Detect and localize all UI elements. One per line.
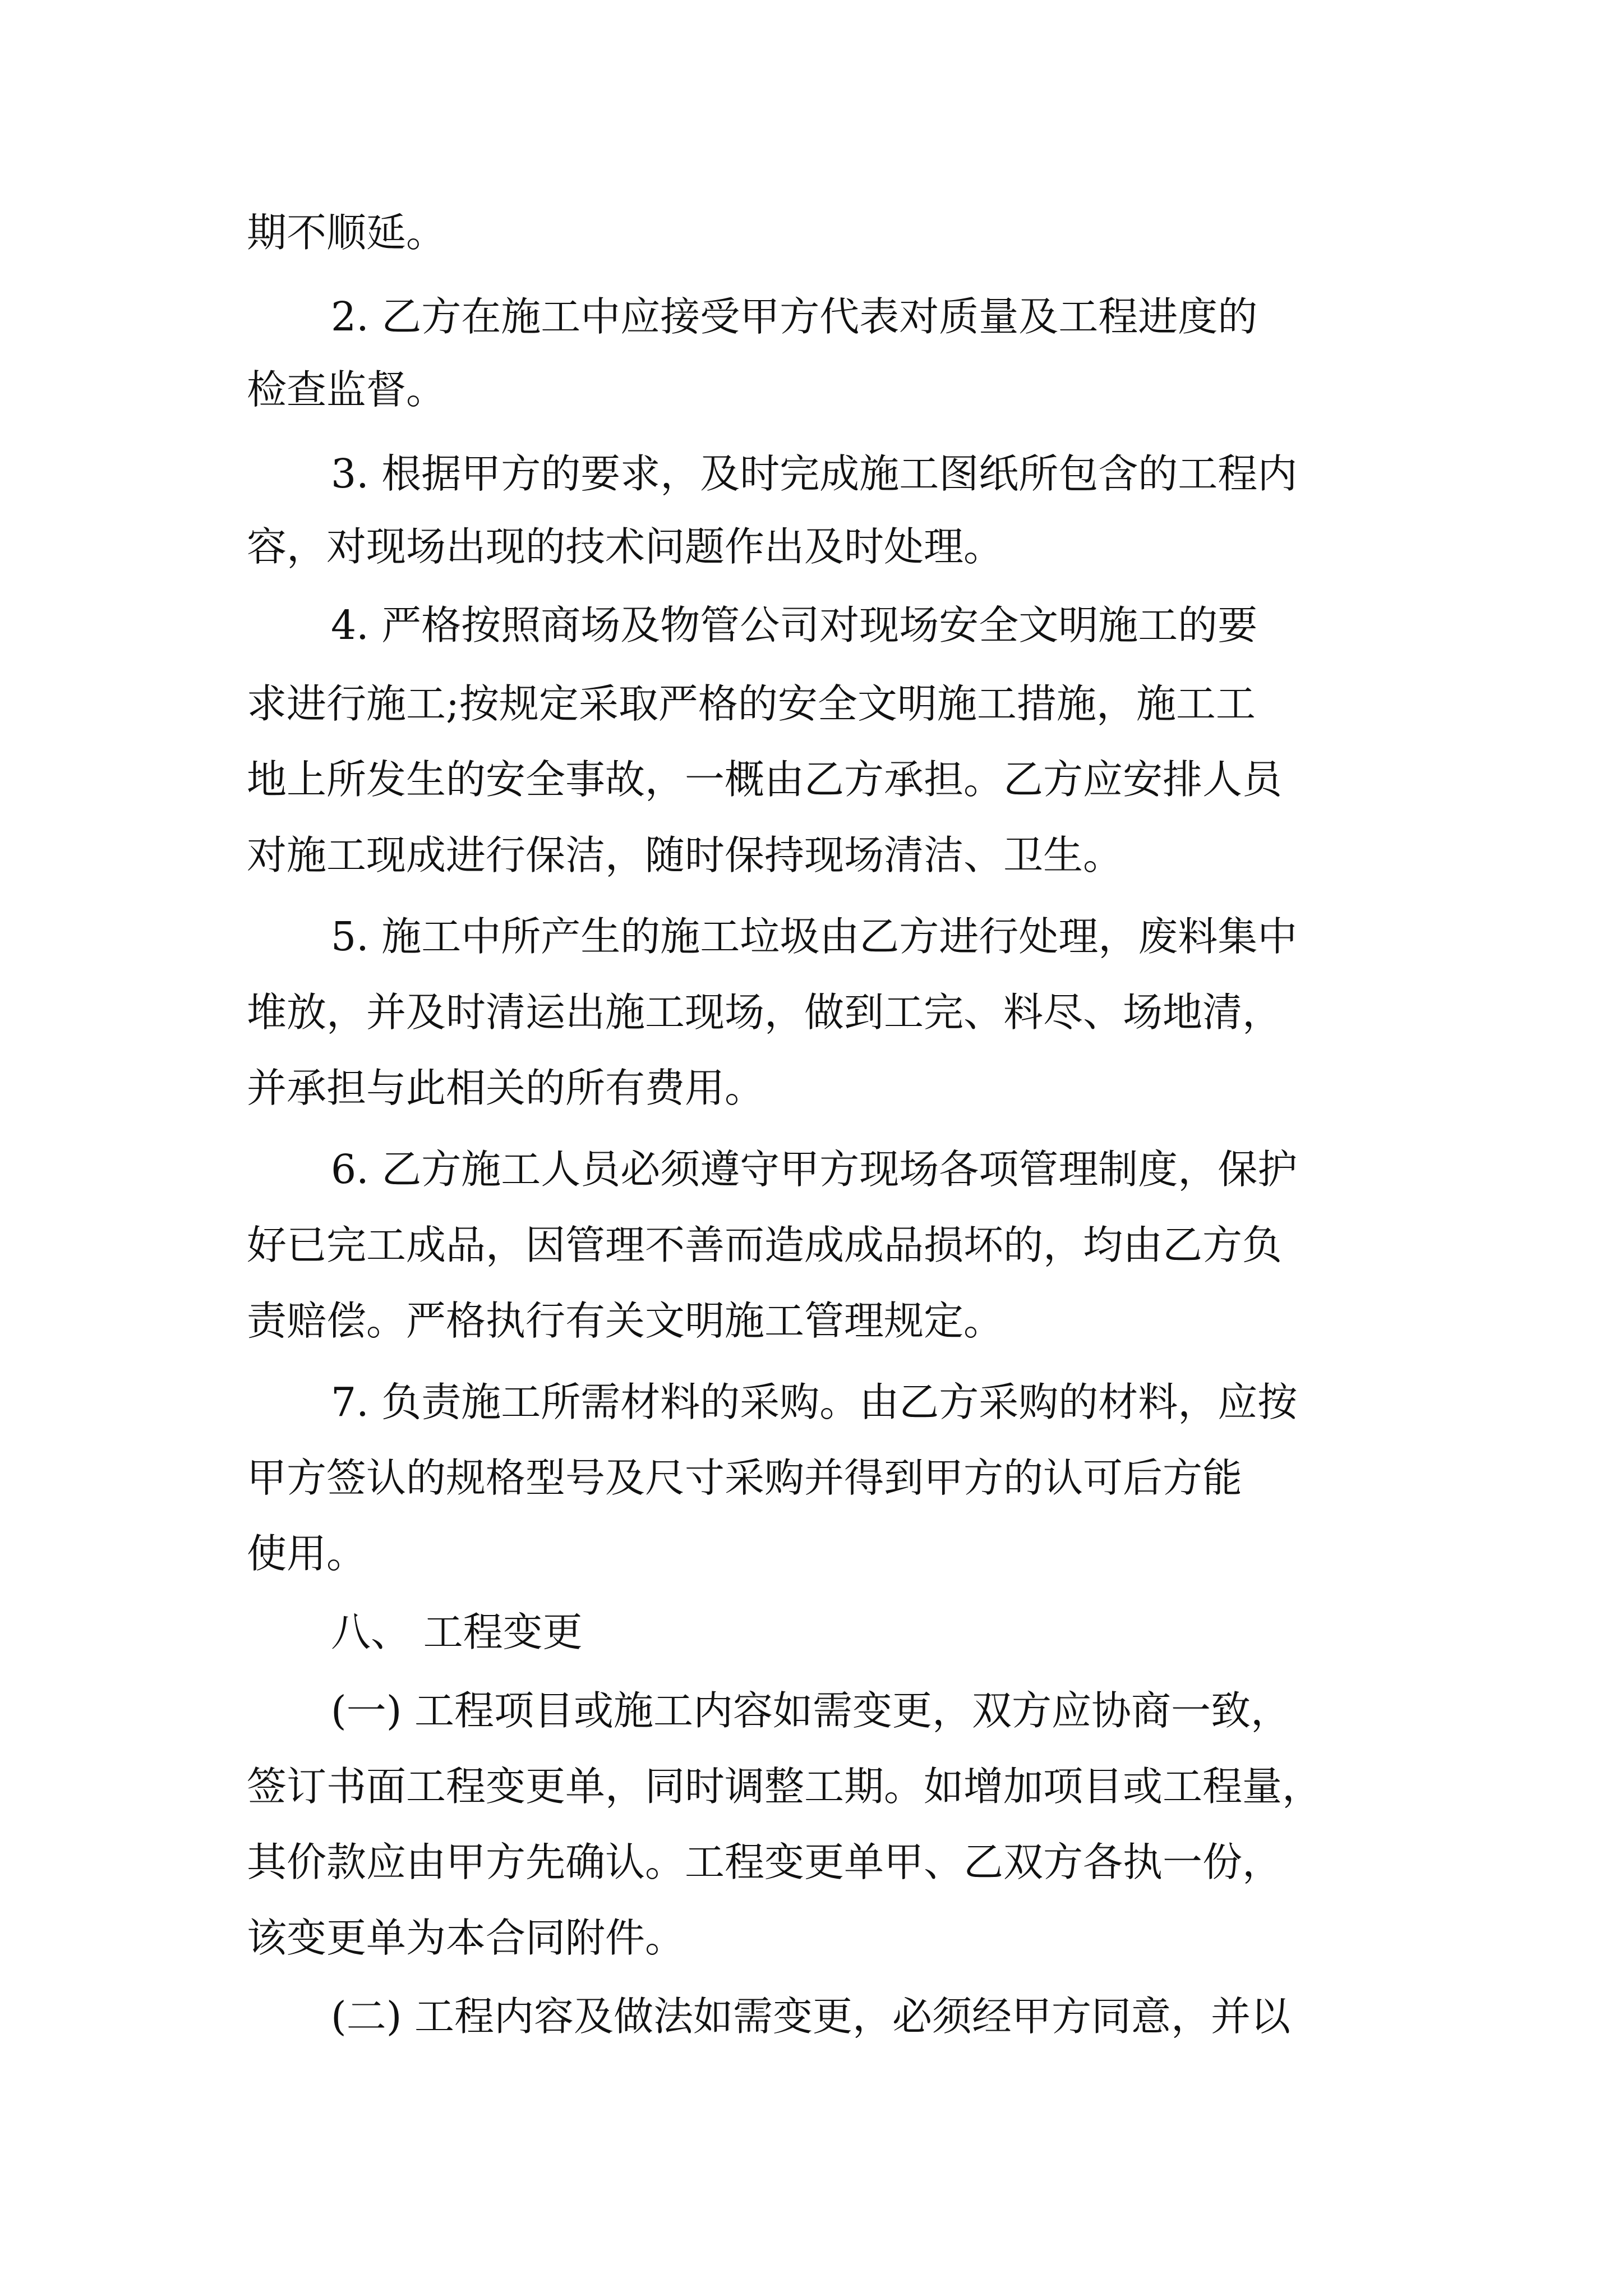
text-line: 并承担与此相关的所有费用。 xyxy=(247,1065,765,1111)
text-line: 使用。 xyxy=(247,1530,367,1577)
text-line: 求进行施工;按规定采取严格的安全文明施工措施，施工工 xyxy=(247,680,1256,727)
text-line: 期不顺延。 xyxy=(247,209,446,256)
section-heading: 八、 工程变更 xyxy=(331,1609,583,1655)
text-line: 该变更单为本合同附件。 xyxy=(247,1915,685,1961)
text-line: 5. 施工中所产生的施工垃圾由乙方进行处理，废料集中 xyxy=(331,913,1298,960)
text-line: 签订书面工程变更单，同时调整工期。如增加项目或工程量， xyxy=(247,1763,1322,1810)
text-line: 好已完工成品，因管理不善而造成成品损坏的，均由乙方负 xyxy=(247,1222,1283,1268)
text-line: 地上所发生的安全事故，一概由乙方承担。乙方应安排人员 xyxy=(247,756,1283,803)
text-line: 6. 乙方施工人员必须遵守甲方现场各项管理制度，保护 xyxy=(331,1146,1298,1193)
text-line: (二) 工程内容及做法如需变更，必须经甲方同意，并以 xyxy=(331,1993,1290,2040)
text-line: 7. 负责施工所需材料的采购。由乙方采购的材料，应按 xyxy=(331,1379,1298,1425)
text-line: 4. 严格按照商场及物管公司对现场安全文明施工的要 xyxy=(331,602,1258,648)
text-line: 对施工现成进行保洁，随时保持现场清洁、卫生。 xyxy=(247,832,1123,878)
text-line: 其价款应由甲方先确认。工程变更单甲、乙双方各执一份， xyxy=(247,1839,1283,1885)
text-line: (一) 工程项目或施工内容如需变更，双方应协商一致， xyxy=(331,1687,1290,1734)
text-line: 3. 根据甲方的要求，及时完成施工图纸所包含的工程内 xyxy=(331,450,1298,497)
text-line: 检查监督。 xyxy=(247,366,446,413)
text-line: 责赔偿。严格执行有关文明施工管理规定。 xyxy=(247,1297,1004,1344)
text-line: 2. 乙方在施工中应接受甲方代表对质量及工程进度的 xyxy=(331,293,1258,340)
text-line: 甲方签认的规格型号及尺寸采购并得到甲方的认可后方能 xyxy=(247,1455,1243,1501)
text-line: 堆放，并及时清运出施工现场，做到工完、料尽、场地清， xyxy=(247,989,1283,1036)
text-line: 容，对现场出现的技术问题作出及时处理。 xyxy=(247,523,1004,570)
